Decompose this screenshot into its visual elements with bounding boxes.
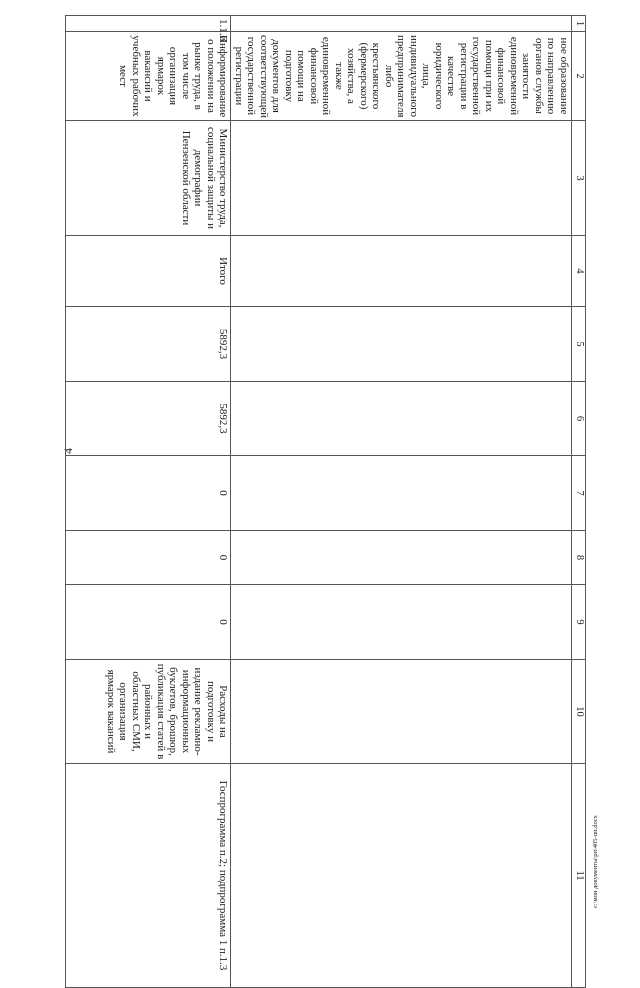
table-cell-executor: Министерство труда, социальной защиты и демографии Пензенской области: [66, 121, 232, 236]
table-cell-year-value: 0: [66, 585, 232, 660]
table-cell: [231, 307, 572, 382]
table-cell: [231, 236, 572, 307]
table-cell-description: Информирование о положении на рынке труда, в том числе организация ярмарок вакансий и учебных рабочих мест: [66, 32, 232, 121]
table-cell-source: Итого: [66, 236, 232, 307]
rotated-table-container: [65, 15, 586, 971]
table-cell-reference: Госпрограмма п.2; подпрограмма 1 п.1.3: [66, 764, 232, 988]
program-table: [65, 15, 586, 988]
page-number: 4: [61, 448, 75, 454]
table-cell-year-value: 0: [66, 531, 232, 585]
table-cell: [231, 382, 572, 456]
table-cell: [231, 764, 572, 988]
header-cell: 11: [572, 764, 586, 988]
header-cell: 4: [572, 236, 586, 307]
header-cell: 5: [572, 307, 586, 382]
table-cell-year-value: 0: [66, 456, 232, 531]
header-cell: 8: [572, 531, 586, 585]
table-row-1-1-6: [66, 16, 232, 988]
header-cell: 10: [572, 660, 586, 764]
table-cell: [231, 660, 572, 764]
header-cell: 9: [572, 585, 586, 660]
table-cell-expenses: Расходы на подготовку и издание рекламно-информационных буклетов, брошюр, публикация статей в районных и областных СМИ, организация ярмарок вакансий: [66, 660, 232, 764]
header-cell: 6: [572, 382, 586, 456]
table-cell: [231, 456, 572, 531]
table-row-continuation: [231, 16, 572, 988]
table-cell: [231, 585, 572, 660]
table-cell-description: ное образование по направлению органов службы занятости единовременной финансовой помощи при их государственной регистрации в качестве юридического лица, индивидуального предпринимателя либо крестьянского (фермерского) хозяйства, а также единовременной финансовой помощи на подготовку документов для соответствующей государственной регистрации: [231, 32, 572, 121]
file-path-footer: c:\мои документы\рп\405-пп.docx: [592, 815, 599, 908]
table-cell: [231, 121, 572, 236]
header-cell: 7: [572, 456, 586, 531]
table-cell-year-value: 5892,3: [66, 382, 232, 456]
header-cell: 2: [572, 32, 586, 121]
table-cell: [231, 531, 572, 585]
table-cell-total: 5892,3: [66, 307, 232, 382]
header-cell: 3: [572, 121, 586, 236]
row-number: 1.1.6: [66, 16, 232, 32]
table-cell: [231, 16, 572, 32]
header-cell: 1: [572, 16, 586, 32]
header-row: [572, 16, 586, 988]
